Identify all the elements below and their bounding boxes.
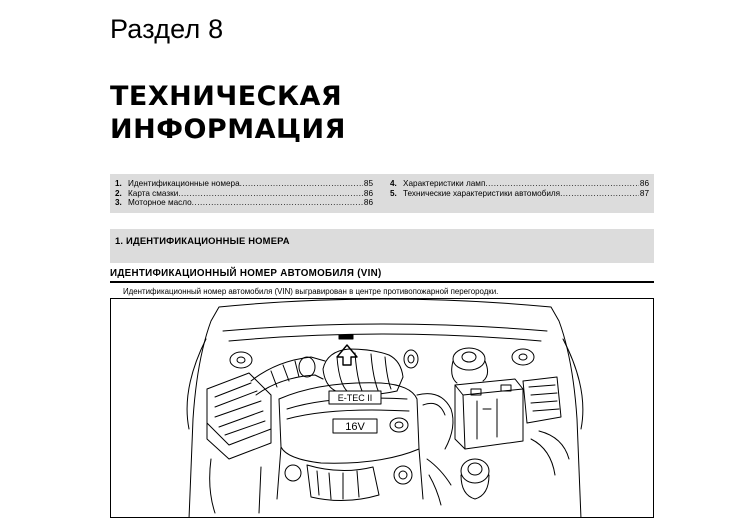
strut-mount-right (512, 349, 534, 365)
hood-outline (189, 299, 581, 518)
toc-item-title: Технические характеристики автомобиля (403, 188, 561, 198)
page-title-line-1: ТЕХНИЧЕСКАЯ (110, 81, 343, 112)
toc-item-page: 85 (363, 179, 373, 188)
toc-item[interactable] (115, 179, 373, 189)
toc-leader-dots (178, 189, 363, 199)
engine-badge-text: E-TEC II (337, 393, 373, 403)
toc-item-number: 2. (115, 188, 122, 198)
vin-description: Идентификационный номер автомобиля (VIN) выгравирован в центре противопожарной перегородки. (123, 287, 499, 296)
table-of-contents (110, 174, 654, 213)
toc-item-number: 3. (115, 198, 122, 207)
vin-arrow-icon (337, 345, 357, 365)
coolant-reservoir (453, 348, 485, 370)
engine-bay-drawing (111, 299, 654, 518)
toc-item-number: 4. (390, 179, 397, 188)
valve-badge-text: 16V (345, 421, 365, 433)
engine-bay-illustration (110, 298, 654, 518)
toc-item[interactable] (115, 189, 373, 199)
fender-right (563, 339, 583, 429)
strut-mount-left (230, 352, 252, 368)
toc-item-title: Моторное масло (128, 198, 192, 207)
toc-item-number: 5. (390, 188, 397, 198)
page-title (110, 80, 346, 146)
page-title-line-2: ИНФОРМАЦИЯ (110, 114, 346, 145)
toc-leader-dots (560, 189, 639, 199)
toc-column-left (115, 179, 373, 208)
toc-item-page: 87 (639, 188, 649, 198)
oil-filler-cap (390, 418, 408, 432)
battery (455, 379, 523, 449)
toc-item-number: 1. (115, 179, 122, 188)
heading-divider (110, 281, 654, 283)
toc-item[interactable] (390, 179, 649, 189)
vin-plate (339, 335, 353, 339)
toc-item-title: Идентификационные номера (128, 179, 240, 188)
toc-item-page: 86 (363, 188, 373, 198)
toc-leader-dots (240, 179, 363, 189)
firewall-line (223, 324, 547, 331)
toc-leader-dots (192, 198, 363, 208)
fuse-box (523, 377, 561, 423)
vin-heading: ИДЕНТИФИКАЦИОННЫЙ НОМЕР АВТОМОБИЛЯ (VIN) (110, 268, 382, 279)
section-label: Раздел 8 (110, 14, 224, 44)
toc-item-title: Характеристики ламп (403, 179, 486, 188)
subsection-banner (110, 229, 654, 263)
subsection-heading: 1. ИДЕНТИФИКАЦИОННЫЕ НОМЕРА (115, 235, 290, 246)
toc-item-title: Карта смазки (128, 188, 179, 198)
toc-item[interactable] (115, 198, 373, 208)
toc-item[interactable] (390, 189, 649, 199)
toc-column-right (390, 179, 649, 198)
toc-item-page: 86 (639, 179, 649, 188)
toc-item-page: 86 (363, 198, 373, 207)
toc-leader-dots (485, 179, 639, 189)
